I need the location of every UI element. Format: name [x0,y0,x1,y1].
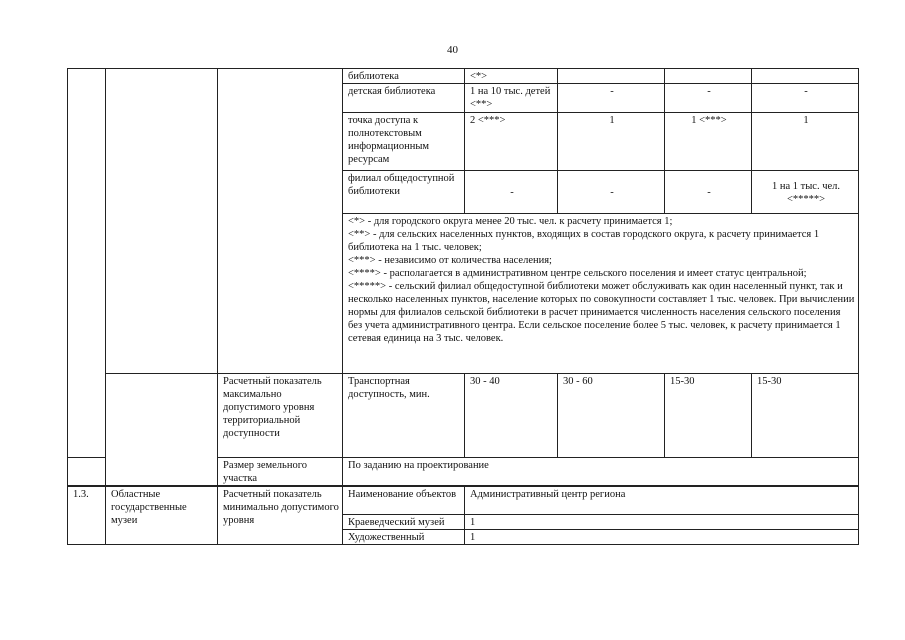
section-name: Областные государственные музеи [106,486,218,544]
object-cell: Художественный [343,529,465,544]
indicator-cell: Размер земельного участка [218,458,343,487]
value-cell: 1 [465,529,859,544]
value-cell: 30 - 40 [465,374,558,458]
note-4: <****> - располагается в административном центре сельского поселения и имеет статус центральной; [348,268,807,279]
value-cell [665,69,752,84]
value-cell: 15-30 [665,374,752,458]
indicator-cell [218,69,343,374]
section-number: 1.3. [68,486,106,544]
object-cell: Транспортная доступность, мин. [343,374,465,458]
value-cell: 30 - 60 [558,374,665,458]
norms-table [67,68,859,545]
indicator-cell: Расчетный показатель максимально допустимого уровня территориальной доступности [218,374,343,458]
object-cell: филиал общедоступной библиотеки [343,171,465,214]
value-cell: 1 на 10 тыс. детей <**> [465,84,558,113]
value-cell [558,69,665,84]
object-cell: библиотека [343,69,465,84]
value-cell: - [752,84,859,113]
value-cell: - [558,171,665,214]
note-5: <*****> - сельский филиал общедоступной библиотеки может обслуживать как один населенный пункт, так и несколько населенных пунктов, население которых по совокупности составляет 1 тыс. человек. При вычислении нормы для филиалов сельской библиотеки в расчет принимается численность населения сельского поселения без учета административного центра. Если сельское поселение более 5 тыс. человек, к расчету принимается 1 сетевая единица на 3 тыс. человек. [348,281,855,344]
page-number: 40 [447,44,458,56]
table-row [68,486,859,514]
note-1: <*> - для городского округа менее 20 тыс. чел. к расчету принимается 1; [348,216,673,227]
value-cell [752,69,859,84]
name-cell [106,69,218,374]
value-cell: - [665,84,752,113]
value-cell: - [665,171,752,214]
value-cell: Административный центр региона [465,486,859,514]
object-cell: Наименование объектов [343,486,465,514]
number-cell [68,69,106,458]
value-cell: 1 [558,113,665,171]
object-cell: Краеведческий музей [343,514,465,529]
object-cell: точка доступа к полнотекстовым информационным ресурсам [343,113,465,171]
number-cell [68,458,106,487]
indicator-cell: Расчетный показатель минимально допустимого уровня [218,486,343,544]
value-cell: - [558,84,665,113]
value-cell: <*> [465,69,558,84]
value-cell: 1 [465,514,859,529]
table-row [68,374,859,458]
object-cell: детская библиотека [343,84,465,113]
note-3: <***> - независимо от количества населения; [348,255,552,266]
value-cell: 1 [752,113,859,171]
value-cell: 15-30 [752,374,859,458]
value-cell: - [465,171,558,214]
value-cell: 1 <***> [665,113,752,171]
table-row [68,69,859,84]
name-cell [106,374,218,487]
value-cell: По заданию на проектирование [343,458,859,487]
value-cell: 1 на 1 тыс. чел. <*****> [752,171,859,214]
value-cell: 2 <***> [465,113,558,171]
notes-cell [343,214,859,374]
note-2: <**> - для сельских населенных пунктов, входящих в состав городского округа, к расчету принимается 1 библиотека на 1 тыс. человек; [348,229,820,253]
